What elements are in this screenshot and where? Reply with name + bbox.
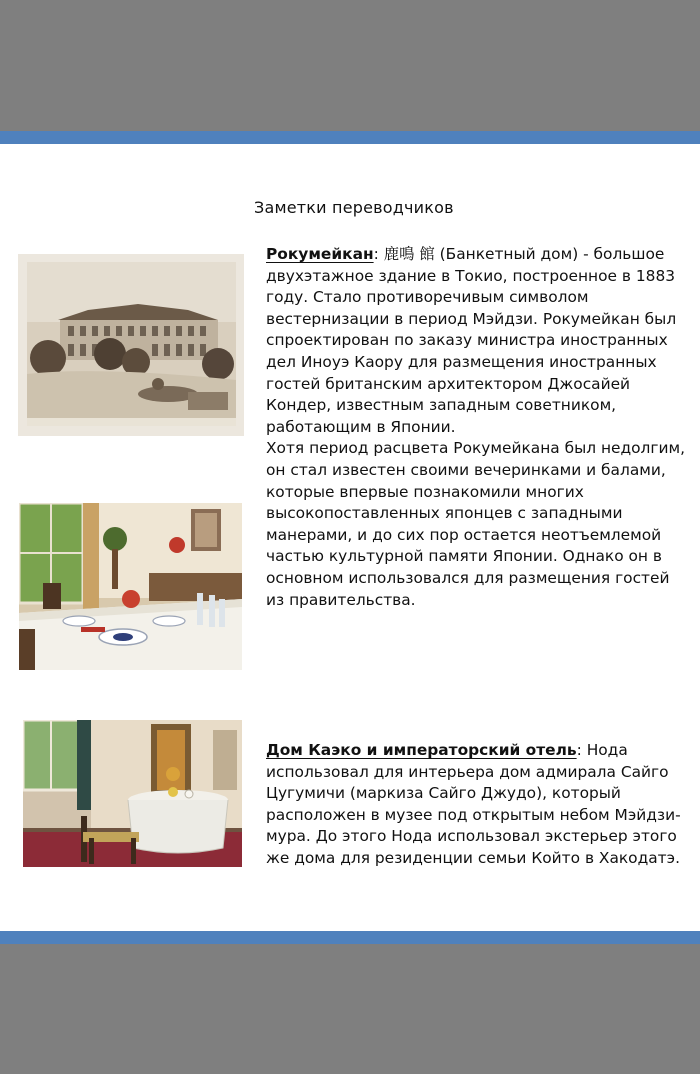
rokumeikan-photo	[18, 254, 244, 436]
note-paragraph: Хотя период расцвета Рокумейкана был недолгим, он стал известен своими вечеринками и балами, которые впервые познакомили многих высокопоставленных японцев с западными манерами, и до сих пор остается неотъемлемой частью культурной памяти Японии. Однако он в основном использовался для размещения гостей из правительства.	[266, 439, 685, 609]
top-blue-stripe	[0, 131, 700, 144]
note-term: Дом Каэко и императорский отель	[266, 741, 577, 759]
bottom-gray-band	[0, 944, 700, 1074]
note-kaeko-house	[266, 740, 691, 870]
page-title: Заметки переводчиков	[254, 198, 454, 217]
top-gray-band	[0, 0, 700, 131]
note-paragraph: Нода использовал для интерьера дом адмирала Сайго Цугумичи (маркиза Сайго Джудо), который расположен в музее под открытым небом Мэйдзи-мура. До этого Нода использовал экстерьер этого же дома для резиденции семьи Който в Хакодатэ.	[266, 741, 681, 867]
note-separator: :	[576, 741, 582, 759]
bottom-blue-stripe	[0, 931, 700, 944]
note-separator: :	[373, 245, 379, 263]
dining-room-photo	[19, 503, 242, 670]
note-term: Рокумейкан	[266, 245, 374, 263]
round-table-room-photo	[23, 720, 242, 867]
note-rokumeikan	[266, 244, 691, 611]
note-paragraph: 鹿鳴 館 (Банкетный дом) - большое двухэтажное здание в Токио, построенное в 1883 году. Стало противоречивым символом вестернизации в период Мэйдзи. Рокумейкан был спроектирован по заказу министра иностранных дел Иноуэ Каору для размещения иностранных гостей британским архитектором Джосайей Кондер, известным западным советником, работающим в Японии.	[266, 245, 677, 436]
